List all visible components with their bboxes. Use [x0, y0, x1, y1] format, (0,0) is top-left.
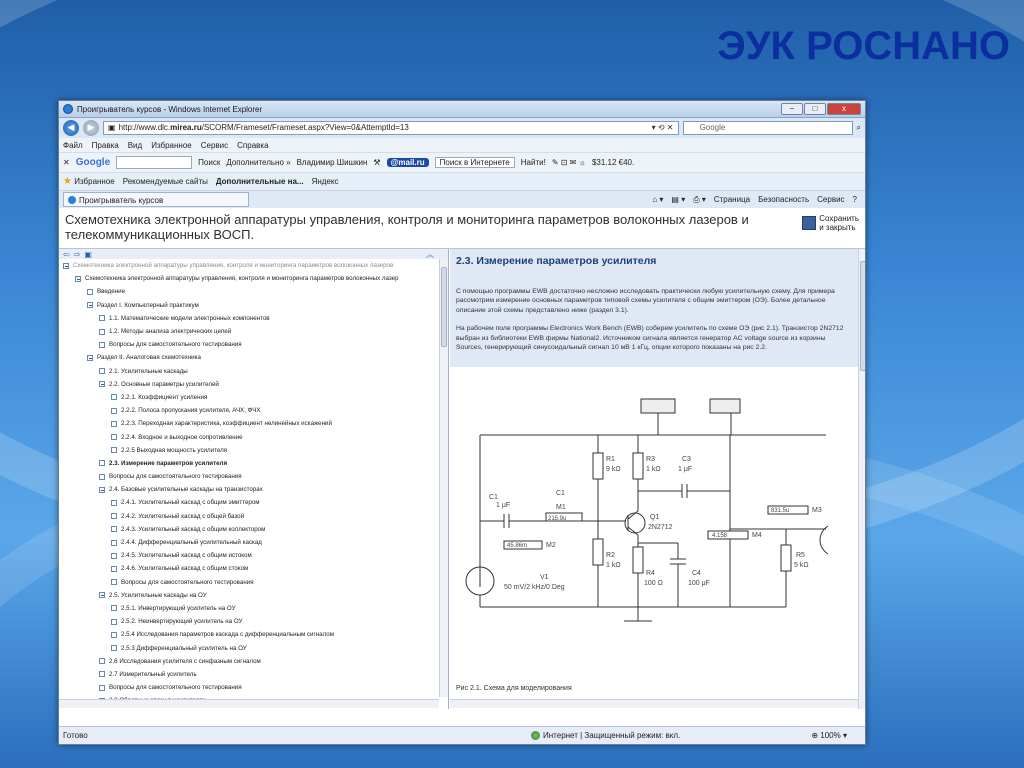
- tree-item[interactable]: [59, 668, 448, 681]
- tree-item-label: 2.2.3. Переходная характеристика, коэффициент нелинейных искажений: [121, 420, 332, 428]
- label-V1: V1: [540, 574, 549, 581]
- zoom-control[interactable]: ⊕ 100% ▾: [811, 731, 847, 740]
- collapse-box-icon[interactable]: [87, 355, 93, 361]
- page-box-icon: [111, 447, 117, 453]
- tree-item-label: 2.4.5. Усилительный каскад с общим истоком: [121, 552, 252, 560]
- page-box-icon: [99, 368, 105, 374]
- tree-item-label: 2.2.5 Выходная мощность усилителя: [121, 446, 228, 454]
- back-button[interactable]: ◀: [63, 120, 79, 136]
- security-zone[interactable]: [531, 731, 680, 740]
- page-box-icon: [111, 619, 117, 625]
- tree-item[interactable]: [59, 549, 448, 562]
- tree-item-label: 2.5.2. Неинвертирующий усилитель на ОУ: [121, 618, 243, 626]
- tree-item-label: 2.2. Основные параметры усилителей: [109, 380, 219, 388]
- value-V1: 50 mV/2 kHz/0 Deg: [504, 584, 565, 591]
- close-toolbar-icon[interactable]: ✕: [63, 158, 70, 167]
- tree-hscrollbar[interactable]: [59, 699, 439, 708]
- tree-item[interactable]: [59, 470, 448, 483]
- tree-item-label: 2.2.4. Входное и выходное сопротивление: [121, 433, 243, 441]
- tree-item-label: Вопросы для самостоятельного тестирования: [121, 578, 254, 586]
- fav-item-more[interactable]: Дополнительные на...: [215, 177, 304, 186]
- value-C4: 100 μF: [688, 580, 710, 587]
- course-content: [59, 248, 866, 718]
- tree-item[interactable]: [59, 417, 448, 430]
- globe-icon: [531, 731, 540, 740]
- window-titlebar: [59, 101, 865, 118]
- tree-item[interactable]: [59, 536, 448, 549]
- tree-scrollbar[interactable]: [439, 259, 448, 697]
- tree-item[interactable]: [59, 325, 448, 338]
- article-header: [450, 249, 858, 287]
- collapse-box-icon[interactable]: [99, 487, 105, 493]
- tree-item[interactable]: [59, 404, 448, 417]
- url-domain: mirea.ru: [170, 123, 202, 132]
- collapse-box-icon[interactable]: [75, 276, 81, 282]
- article-paragraph: С помощью программы EWB достаточно несложно исследовать практически любую усилительную схему. Для примера рассмотрим измерение основных параметров типовой схемы усилителя с общим эмиттером (ОЭ). Более детальное описание этой схемы представлено ниже (раздел 3.1).: [456, 288, 835, 314]
- tree-item[interactable]: [59, 444, 448, 457]
- label-C1-tag: C1: [489, 494, 498, 501]
- tree-item[interactable]: [59, 681, 448, 694]
- tree-item[interactable]: [59, 391, 448, 404]
- course-title-line1: Схемотехника электронной аппаратуры управления, контроля и мониторинга параметров волоконных лазеров и: [65, 212, 749, 227]
- tree-item-label: Схемотехника электронной аппаратуры управления, контроля и мониторинга параметров волоконных лазер: [85, 275, 399, 283]
- tree-item[interactable]: [59, 272, 448, 285]
- star-icon: ★: [63, 176, 72, 187]
- user-button[interactable]: Владимир Шишкин: [296, 158, 368, 167]
- address-bar: [59, 118, 865, 138]
- url-suffix: /SCORM/Frameset/Frameset.aspx?View=0&AttemptId=13: [201, 123, 409, 132]
- tree-item[interactable]: [59, 562, 448, 575]
- article-pane: [450, 249, 858, 709]
- tree-item-label: 2.4.3. Усилительный каскад с общим коллектором: [121, 525, 266, 533]
- label-M1: M1: [556, 504, 566, 511]
- value-R5: 5 kΩ: [794, 562, 809, 569]
- tree-item[interactable]: [59, 523, 448, 536]
- favorites-bar: [59, 172, 865, 190]
- circuit-diagram: [456, 395, 828, 657]
- label-R1: R1: [606, 456, 615, 463]
- value-M2: 45.86m: [507, 543, 528, 549]
- tree-item-label: Раздел I. Компьютерный практикум: [97, 301, 199, 309]
- value-C3: 1 μF: [678, 466, 693, 473]
- label-R5: R5: [796, 552, 805, 559]
- tree-item-label: 2.4.1. Усилительный каскад с общим эмиттером: [121, 499, 260, 507]
- tree-item-label: 2.5. Усилительные каскады на ОУ: [109, 591, 207, 599]
- save-and-close-button[interactable]: [802, 214, 859, 232]
- menu-view[interactable]: Вид: [127, 140, 143, 150]
- value-Q1: 2N2712: [648, 524, 673, 531]
- article-paragraph: На рабочем поле программы Electronics Work Bench (EWB) соберем усилитель по схеме ОЭ (рис 2.1). Транзистор 2N2712 выбран из библиотеки EWB фирмы National2. Источником сигнала является генератор AC voltage source из корзины Sources, генерирующий синусоидальный сигнал 10 мВ 1 кГц, опции которого показаны на рис 2.2.: [456, 325, 844, 352]
- tree-item[interactable]: [59, 483, 448, 496]
- label-C3: C3: [682, 456, 691, 463]
- url-prefix: http://www.dlc.: [118, 123, 171, 132]
- tree-item[interactable]: [59, 589, 448, 602]
- menu-help[interactable]: Справка: [237, 140, 269, 150]
- tree-item-label: Схемотехника электронной аппаратуры управления, контроля и мониторинга параметров волоконных лазеров: [73, 262, 394, 270]
- ie-icon: [68, 196, 76, 204]
- course-header: [59, 208, 865, 242]
- tree-item-label: Вопросы для самостоятельного тестирования: [109, 473, 242, 481]
- tree-list: [59, 259, 448, 707]
- tree-item-label: Введение: [97, 288, 126, 296]
- value-M1: 215.9u: [548, 516, 567, 522]
- menu-tools[interactable]: Сервис: [200, 140, 229, 150]
- tree-item-label: 2.5.4 Исследования параметров каскада с дифференциальным сигналом: [121, 631, 334, 639]
- save-icon[interactable]: ▣: [84, 249, 92, 259]
- security-menu[interactable]: Безопасность: [758, 194, 810, 204]
- zone-label: Интернет | Защищенный режим: вкл.: [543, 731, 681, 740]
- page-box-icon: [87, 289, 93, 295]
- value-R3: 1 kΩ: [646, 466, 661, 473]
- tree-item-label: Вопросы для самостоятельного тестирования: [109, 341, 242, 349]
- tree-item-label: 2.3. Измерение параметров усилителя: [109, 459, 228, 467]
- tree-item-label: 1.2. Методы анализа электрических цепей: [109, 328, 232, 336]
- toolbar-icons[interactable]: ✎ ⊡ ✉ ☼: [551, 158, 586, 167]
- help-icon[interactable]: ?: [852, 194, 857, 204]
- tree-item[interactable]: [59, 299, 448, 312]
- collapse-box-icon[interactable]: [87, 302, 93, 308]
- page-box-icon: [111, 434, 117, 440]
- status-bar: [59, 726, 866, 744]
- label-R3: R3: [646, 456, 655, 463]
- fav-item-recommended[interactable]: Рекомендуемые сайты: [122, 177, 208, 186]
- tree-item[interactable]: [59, 628, 448, 641]
- label-R4: R4: [646, 570, 655, 577]
- internet-search-input[interactable]: Поиск в Интернете: [435, 157, 515, 168]
- page-box-icon: [99, 460, 105, 466]
- tree-item-label: 2.5.3 Дифференциальный усилитель на ОУ: [121, 644, 247, 652]
- tree-item-label: 2.4. Базовые усилительные каскады на транзисторах: [109, 486, 263, 494]
- tree-item-label: 2.2.2. Полоса пропускания усилителя, АЧХ, ФЧХ: [121, 407, 261, 415]
- feeds-icon[interactable]: ▤ ▾: [671, 194, 686, 204]
- figure-caption: Рис 2.1. Схема для моделирования: [456, 685, 572, 692]
- label-M3: M3: [812, 507, 822, 514]
- url-field[interactable]: [103, 121, 679, 135]
- page-box-icon: [99, 474, 105, 480]
- label-Q1: Q1: [650, 514, 660, 521]
- tools-menu[interactable]: Сервис: [817, 194, 845, 204]
- save-line1: Сохранить: [819, 214, 859, 223]
- value-M4: 4.158: [712, 533, 728, 539]
- page-box-icon: [111, 553, 117, 559]
- page-box-icon: [111, 408, 117, 414]
- tree-toolbar: [59, 249, 448, 259]
- tree-scroll-thumb[interactable]: [441, 267, 447, 347]
- value-M3: 831.5u: [771, 508, 790, 514]
- tree-item[interactable]: [59, 338, 448, 351]
- wrench-icon[interactable]: ⚒: [373, 158, 381, 167]
- value-R4: 100 Ω: [644, 580, 663, 587]
- tree-item[interactable]: [59, 378, 448, 391]
- circuit-svg: [456, 395, 828, 657]
- prev-icon[interactable]: ⇦: [63, 249, 70, 259]
- zoom-value: 100%: [820, 731, 841, 740]
- tree-item[interactable]: [59, 457, 448, 470]
- google-search-input[interactable]: [116, 156, 192, 169]
- page-box-icon: [111, 421, 117, 427]
- tree-item[interactable]: [59, 615, 448, 628]
- page-box-icon: [99, 685, 105, 691]
- favorites-label: Избранное: [74, 177, 115, 186]
- label-R2: R2: [606, 552, 615, 559]
- google-toolbar: [59, 152, 865, 172]
- page-box-icon: [111, 566, 117, 572]
- browser-window: [58, 100, 866, 745]
- course-tree: [59, 249, 449, 709]
- find-button[interactable]: Найти!: [520, 158, 546, 167]
- tree-item[interactable]: [59, 365, 448, 378]
- page-box-icon: [111, 579, 117, 585]
- label-C1: C1: [556, 490, 565, 497]
- forward-button[interactable]: ▶: [83, 120, 99, 136]
- slide-title: ЭУК РОСНАНО: [717, 24, 1010, 68]
- google-search-button[interactable]: Поиск: [198, 158, 221, 167]
- maximize-button[interactable]: □: [804, 103, 826, 115]
- status-text: Готово: [63, 731, 88, 740]
- save-line2: и закрыть: [819, 223, 856, 232]
- mailru-logo[interactable]: @mail.ru: [387, 158, 429, 167]
- tree-item[interactable]: [59, 510, 448, 523]
- page-box-icon: [111, 513, 117, 519]
- page-box-icon: [99, 658, 105, 664]
- label-M2: M2: [546, 542, 556, 549]
- google-logo: Google: [75, 157, 111, 168]
- value-R1: 9 kΩ: [606, 466, 621, 473]
- page-box-icon: [111, 526, 117, 532]
- tree-item-label: 2.4.4. Дифференциальный усилительный каскад: [121, 539, 262, 547]
- tree-item[interactable]: [59, 312, 448, 325]
- menu-edit[interactable]: Правка: [91, 140, 119, 150]
- tree-item[interactable]: [59, 496, 448, 509]
- page-box-icon: [111, 605, 117, 611]
- tree-item[interactable]: [59, 602, 448, 615]
- page-icon: ▣: [108, 123, 116, 132]
- home-icon[interactable]: ⌂ ▾: [652, 194, 664, 204]
- course-title: [65, 212, 785, 242]
- article-body: [450, 287, 858, 367]
- value-R2: 1 kΩ: [606, 562, 621, 569]
- tree-item[interactable]: [59, 641, 448, 654]
- close-button[interactable]: x: [827, 103, 861, 115]
- tree-item-label: Вопросы для самостоятельного тестирования: [109, 684, 242, 692]
- page-box-icon: [99, 342, 105, 348]
- google-more-button[interactable]: Дополнительно »: [226, 158, 291, 167]
- window-title: Проигрыватель курсов - Windows Internet Explorer: [77, 104, 263, 114]
- collapse-icon[interactable]: ︽: [426, 249, 434, 259]
- page-box-icon: [99, 671, 105, 677]
- page-box-icon: [111, 645, 117, 651]
- article-hscrollbar[interactable]: [450, 699, 858, 708]
- page-box-icon: [111, 540, 117, 546]
- collapse-box-icon[interactable]: [99, 592, 105, 598]
- page-box-icon: [111, 500, 117, 506]
- tree-item[interactable]: [59, 285, 448, 298]
- tree-item[interactable]: [59, 351, 448, 364]
- ie-icon: [63, 104, 73, 114]
- menu-bar: [59, 138, 865, 152]
- refresh-stop-icons[interactable]: ▾ ⟲ ✕: [651, 123, 674, 132]
- tree-item-label: 2.2.1. Коэффициент усиления: [121, 393, 208, 401]
- menu-file[interactable]: Файл: [63, 140, 83, 150]
- article-scrollbar[interactable]: [858, 249, 866, 709]
- tree-item-label: 2.1. Усилительные каскады: [109, 367, 188, 375]
- currency-rates: $31.12 €40.: [591, 158, 635, 167]
- collapse-box-icon[interactable]: [63, 263, 69, 269]
- tree-item-label: Раздел II. Аналоговая схемотехника: [97, 354, 201, 362]
- search-icon[interactable]: ⌕: [856, 123, 861, 132]
- tree-item-label: 2.4.6. Усилительный каскад с общим стоком: [121, 565, 249, 573]
- search-input[interactable]: Google: [683, 121, 853, 135]
- value-C1: 1 μF: [496, 502, 511, 509]
- course-title-line2: телекоммуникационных ВОСП.: [65, 227, 255, 242]
- page-menu[interactable]: Страница: [713, 194, 751, 204]
- tree-item[interactable]: [59, 259, 448, 272]
- favorites-button[interactable]: [63, 176, 115, 187]
- tree-item-label: 2.4.2. Усилительный каскад с общей базой: [121, 512, 245, 520]
- tree-item-label: 2.7 Измерительный усилитель: [109, 670, 197, 678]
- tree-item-label: 1.1. Математические модели электронных компонентов: [109, 314, 270, 322]
- collapse-box-icon[interactable]: [99, 381, 105, 387]
- page-box-icon: [99, 315, 105, 321]
- article-scroll-thumb[interactable]: [860, 261, 866, 371]
- tree-item-label: 2.5.1. Инвертирующий усилитель на ОУ: [121, 604, 236, 612]
- tab-label: Проигрыватель курсов: [79, 195, 164, 205]
- tab-course-player[interactable]: [63, 192, 249, 207]
- article-title: 2.3. Измерение параметров усилителя: [456, 255, 657, 267]
- page-box-icon: [111, 632, 117, 638]
- menu-favorites[interactable]: Избранное: [151, 140, 192, 150]
- print-icon[interactable]: ⎙ ▾: [693, 194, 706, 204]
- tree-item-label: 2.6 Исследования усилителя с синфазным сигналом: [109, 657, 261, 665]
- minimize-button[interactable]: –: [781, 103, 803, 115]
- label-C4: C4: [692, 570, 701, 577]
- tree-item[interactable]: [59, 655, 448, 668]
- page-box-icon: [111, 394, 117, 400]
- disk-icon: [802, 216, 816, 230]
- next-icon[interactable]: ⇨: [73, 249, 81, 259]
- fav-item-yandex[interactable]: Яндекс: [311, 177, 339, 186]
- label-M4: M4: [752, 532, 762, 539]
- page-box-icon: [99, 329, 105, 335]
- tree-item[interactable]: [59, 576, 448, 589]
- tab-row: [59, 190, 865, 208]
- tree-item[interactable]: [59, 430, 448, 443]
